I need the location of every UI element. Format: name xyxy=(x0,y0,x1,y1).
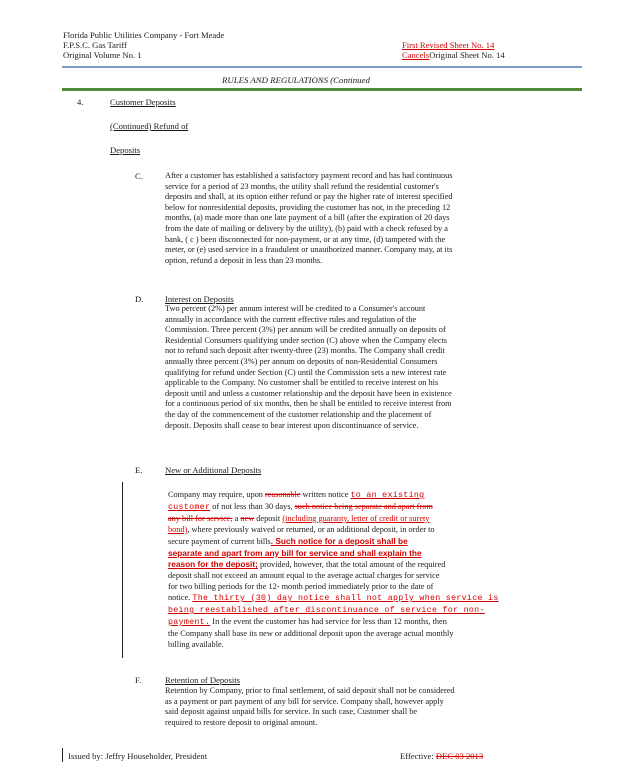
item-c-line: bank, ( c ) been disconnected for non-payment, or at any time, (d) tampered with the xyxy=(165,234,446,244)
item-c-line: deposits and shall, at its option either refund or pay the higher rate of interest specified xyxy=(165,192,453,202)
item-d-label: D. xyxy=(135,294,144,304)
item-e-line-7: reason for the deposit; provided, however, that the total amount of the required xyxy=(168,559,446,570)
item-e-text xyxy=(168,490,540,651)
revision-bar xyxy=(122,482,123,658)
item-d-line: Residential Consumers qualifying under section (C) above when the Company elects xyxy=(165,335,448,345)
item-d-line: for a continuous period of six months, then he shall be entitled to receive interest from xyxy=(165,399,452,409)
item-c-line: below for nonresidential deposits, providing the customer has not, in the preceding 12 xyxy=(165,202,451,212)
item-e-title: New or Additional Deposits xyxy=(165,465,262,475)
issued-by: Issued by: Jeffry Householder, President xyxy=(68,751,208,761)
item-f-title: Retention of Deposits xyxy=(165,675,240,685)
item-e-line-6: separate and apart from any bill for service and shall explain the xyxy=(168,547,422,558)
item-e-line-10: notice. The thirty (30) day notice shall not apply when service is xyxy=(168,593,499,604)
item-d-line: deposit. Deposits shall cease to bear interest upon discontinuance of service. xyxy=(165,420,419,430)
item-c-line: from the date of mailing or delivery by the utility), (b) paid with a check refused by a xyxy=(165,223,448,233)
item-e-line-14: billing available. xyxy=(168,639,224,649)
item-c-line: option, refund a deposit in less than 23 months. xyxy=(165,255,323,265)
section-continued: (Continued) Refund of xyxy=(110,121,189,131)
header-rule-green xyxy=(62,88,582,91)
page-title: RULES AND REGULATIONS (Continued xyxy=(222,75,370,85)
cancels-line xyxy=(402,50,505,60)
item-e-line-8: deposit shall not exceed an amount equal to the average actual charges for service xyxy=(168,571,440,581)
item-e-line-4: bond), where previously waived or returned, or an additional deposit, in order to xyxy=(168,524,435,534)
item-e-line-1: Company may require, upon reasonable written notice to an existing xyxy=(168,490,425,500)
revised-sheet: First Revised Sheet No. 14 xyxy=(402,40,495,50)
item-f-line: as a payment or part payment of any bill for service. Company shall, however apply xyxy=(165,696,444,706)
item-d-line: not to refund such deposit after twenty-three (23) months. The Company shall credit xyxy=(165,346,445,356)
item-f-label: F. xyxy=(135,675,142,685)
item-e-line-12: payment. In the event the customer has had service for less than 12 months, then xyxy=(168,616,447,627)
item-f-line: required to restore deposit to original amount. xyxy=(165,717,318,727)
header-rule-blue xyxy=(62,66,582,68)
section-title: Customer Deposits xyxy=(110,97,176,107)
item-d-title: Interest on Deposits xyxy=(165,294,234,304)
item-c-label: C. xyxy=(135,171,143,181)
item-f-text xyxy=(165,686,537,728)
item-d-line: annually in accordance with the current effective rules and regulation of the xyxy=(165,314,417,324)
item-e-label: E. xyxy=(135,465,143,475)
effective-date: DEC 03 2013 xyxy=(435,751,484,761)
effective-line xyxy=(400,751,483,761)
section-deposits: Deposits xyxy=(110,145,141,155)
original-sheet: Original Sheet No. 14 xyxy=(429,50,505,60)
effective-label: Effective: xyxy=(400,751,436,761)
item-e-line-13: the Company shall base its new or additional deposit upon the average actual monthly xyxy=(168,628,454,638)
item-e-line-5: secure payment of current bills. Such notice for a deposit shall be xyxy=(168,535,408,546)
item-f-line: said deposit against unpaid bills for service. In such case, Customer shall be xyxy=(165,707,418,717)
item-e-line-3: any bill for service, a new deposit (including guaranty, letter of credit or surety xyxy=(168,513,430,523)
section-number: 4. xyxy=(77,97,84,107)
cancels-label: Cancels xyxy=(402,50,430,60)
item-e-line-9: for two billing periods for the 12- month period immediately prior to the date of xyxy=(168,582,434,592)
item-c-line: months, (a) made more than one late payment of a bill (after the expiration of 20 days xyxy=(165,213,450,223)
item-d-line: Two percent (2%) per annum interest will be credited to a Consumer's account xyxy=(165,304,426,313)
item-d-line: Commission. Three percent (3%) per annum will be credited annually on deposits of xyxy=(165,325,446,335)
item-d-text xyxy=(165,304,537,431)
volume-number: Original Volume No. 1 xyxy=(63,50,142,60)
item-d-line: the day of the commencement of the customer relationship and the placement of xyxy=(165,409,432,419)
item-f-line: Retention by Company, prior to final settlement, of said deposit shall not be considered xyxy=(165,686,455,695)
item-d-line: qualifying for refund under Section (C) until the Commission sets a new interest rate xyxy=(165,367,447,377)
item-d-line: deposit until and unless a customer relationship and the deposit have been in existence xyxy=(165,388,452,398)
item-c-line: service for a period of 23 months, the utility shall refund the residential customer's xyxy=(165,181,439,191)
item-d-line: applicable to the Company. No customer shall be entitled to receive interest on his xyxy=(165,378,439,388)
item-c-line: After a customer has established a satisfactory payment record and has had continuous xyxy=(165,171,453,180)
item-e-line-2: customer of not less than 30 days, such notice being separate and apart from xyxy=(168,501,433,512)
item-d-line: annually three percent (3%) per annum on deposits of non-Residential Consumers xyxy=(165,356,438,366)
item-e-line-11: being reestablished after discontinuance of service for non- xyxy=(168,606,485,616)
tariff-name: F.P.S.C. Gas Tariff xyxy=(63,40,127,50)
item-c-text xyxy=(165,171,537,266)
item-c-line: meter, or (e) used service in a fraudulent or unauthorized manner. Company may, at its xyxy=(165,245,453,255)
company-name: Florida Public Utilities Company - Fort Meade xyxy=(63,30,225,40)
footer-bar xyxy=(62,748,63,762)
